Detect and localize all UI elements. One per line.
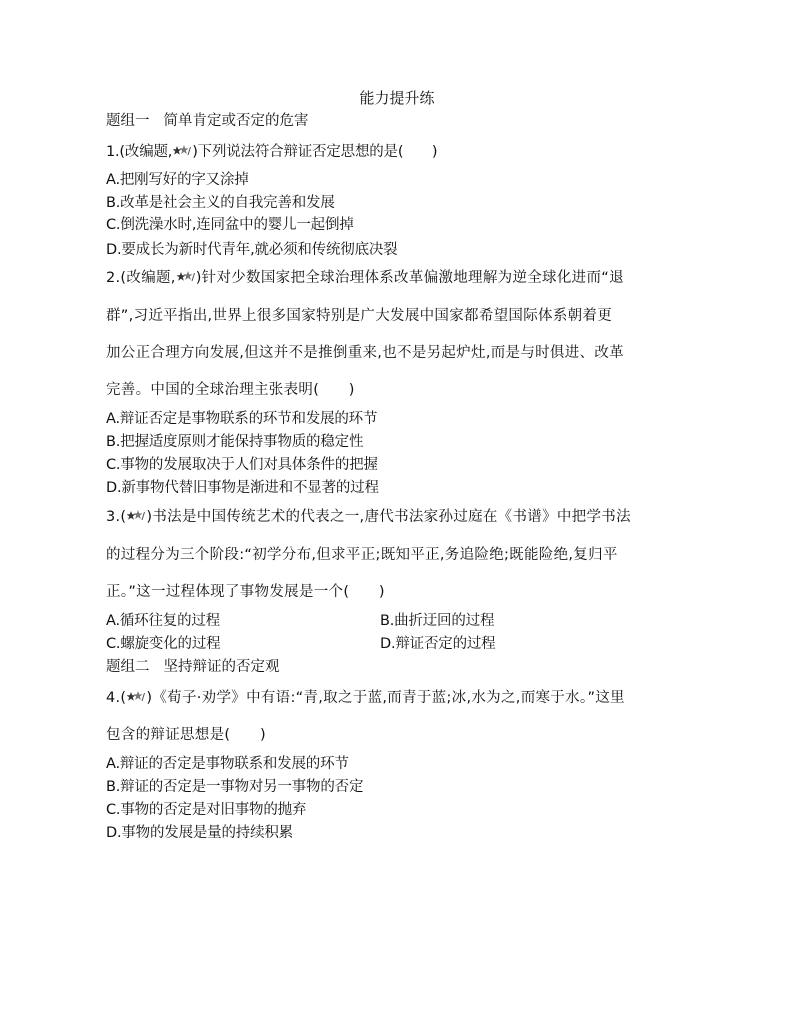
q2-option-d: D.新事物代替旧事物是渐进和不显著的过程	[106, 480, 379, 496]
q1-option-c: C.倒洗澡水时,连同盆中的婴儿一起倒掉	[106, 217, 354, 233]
q3-stem-line3: 正。”这一过程体现了事物发展是一个( )	[106, 584, 385, 600]
q4-stem-line1	[106, 688, 625, 708]
page-title: 能力提升练	[359, 89, 435, 107]
q2-stem-line1	[106, 268, 624, 288]
q3-option-c: C.螺旋变化的过程	[106, 636, 221, 652]
group1-heading	[106, 111, 309, 131]
q1-option-d: D.要成长为新时代青年,就必须和传统彻底决裂	[106, 242, 398, 258]
q1-stem	[106, 142, 437, 162]
q2-option-b: B.把握适度原则才能保持事物质的稳定性	[106, 434, 364, 450]
q3-options-row2	[106, 634, 496, 654]
q1-option-a: A.把刚写好的字又涂掉	[106, 172, 249, 188]
q4-stem-line2: 包含的辩证思想是( )	[106, 727, 266, 743]
q4-option-b: B.辩证的否定是一事物对另一事物的否定	[106, 779, 364, 795]
q4-stem-prefix: 4.(	[106, 690, 127, 706]
difficulty-star-icon	[177, 270, 195, 283]
q2-option-c: C.事物的发展取决于人们对具体条件的把握	[106, 457, 378, 473]
q3-stem-line2: 的过程分为三个阶段:“初学分布,但求平正;既知平正,务追险绝;既能险绝,复归平	[106, 547, 618, 563]
q3-options-row1	[106, 611, 495, 631]
group1-label: 题组一	[106, 113, 150, 129]
q2-stem-text: )针对少数国家把全球治理体系改革偏激地理解为逆全球化进而“退	[195, 270, 624, 286]
q3-option-d: D.辩证否定的过程	[380, 636, 496, 652]
difficulty-star-icon	[127, 690, 145, 703]
q4-option-c: C.事物的否定是对旧事物的抛弃	[106, 802, 307, 818]
q4-stem-text: )《荀子·劝学》中有语:“青,取之于蓝,而青于蓝;冰,水为之,而寒于水。”这里	[146, 690, 625, 706]
q2-option-a: A.辩证否定是事物联系的环节和发展的环节	[106, 411, 378, 427]
q2-stem-line4: 完善。中国的全球治理主张表明( )	[106, 382, 355, 398]
q1-stem-prefix: 1.(改编题,	[106, 144, 173, 160]
group2-heading	[106, 657, 280, 677]
q3-stem-line1	[106, 507, 631, 527]
group1-topic: 简单肯定或否定的危害	[163, 113, 309, 129]
q3-stem-text: )书法是中国传统艺术的代表之一,唐代书法家孙过庭在《书谱》中把学书法	[146, 509, 631, 525]
q4-option-a: A.辩证的否定是事物联系和发展的环节	[106, 756, 349, 772]
q3-option-a: A.循环往复的过程	[106, 613, 220, 629]
q2-stem-prefix: 2.(改编题,	[106, 270, 176, 286]
difficulty-star-icon	[173, 144, 191, 157]
q1-stem-text: )下列说法符合辩证否定思想的是( )	[192, 144, 438, 160]
q3-stem-prefix: 3.(	[106, 509, 127, 525]
group2-topic: 坚持辩证的否定观	[163, 659, 280, 675]
q2-stem-line3: 加公正合理方向发展,但这并不是推倒重来,也不是另起炉灶,而是与时俱进、改革	[106, 345, 624, 361]
q1-option-b: B.改革是社会主义的自我完善和发展	[106, 195, 335, 211]
q3-option-b: B.曲折迂回的过程	[380, 613, 495, 629]
q4-option-d: D.事物的发展是量的持续积累	[106, 825, 293, 841]
group2-label: 题组二	[106, 659, 150, 675]
difficulty-star-icon	[127, 509, 145, 522]
q2-stem-line2: 群”,习近平指出,世界上很多国家特别是广大发展中国家都希望国际体系朝着更	[106, 308, 613, 324]
